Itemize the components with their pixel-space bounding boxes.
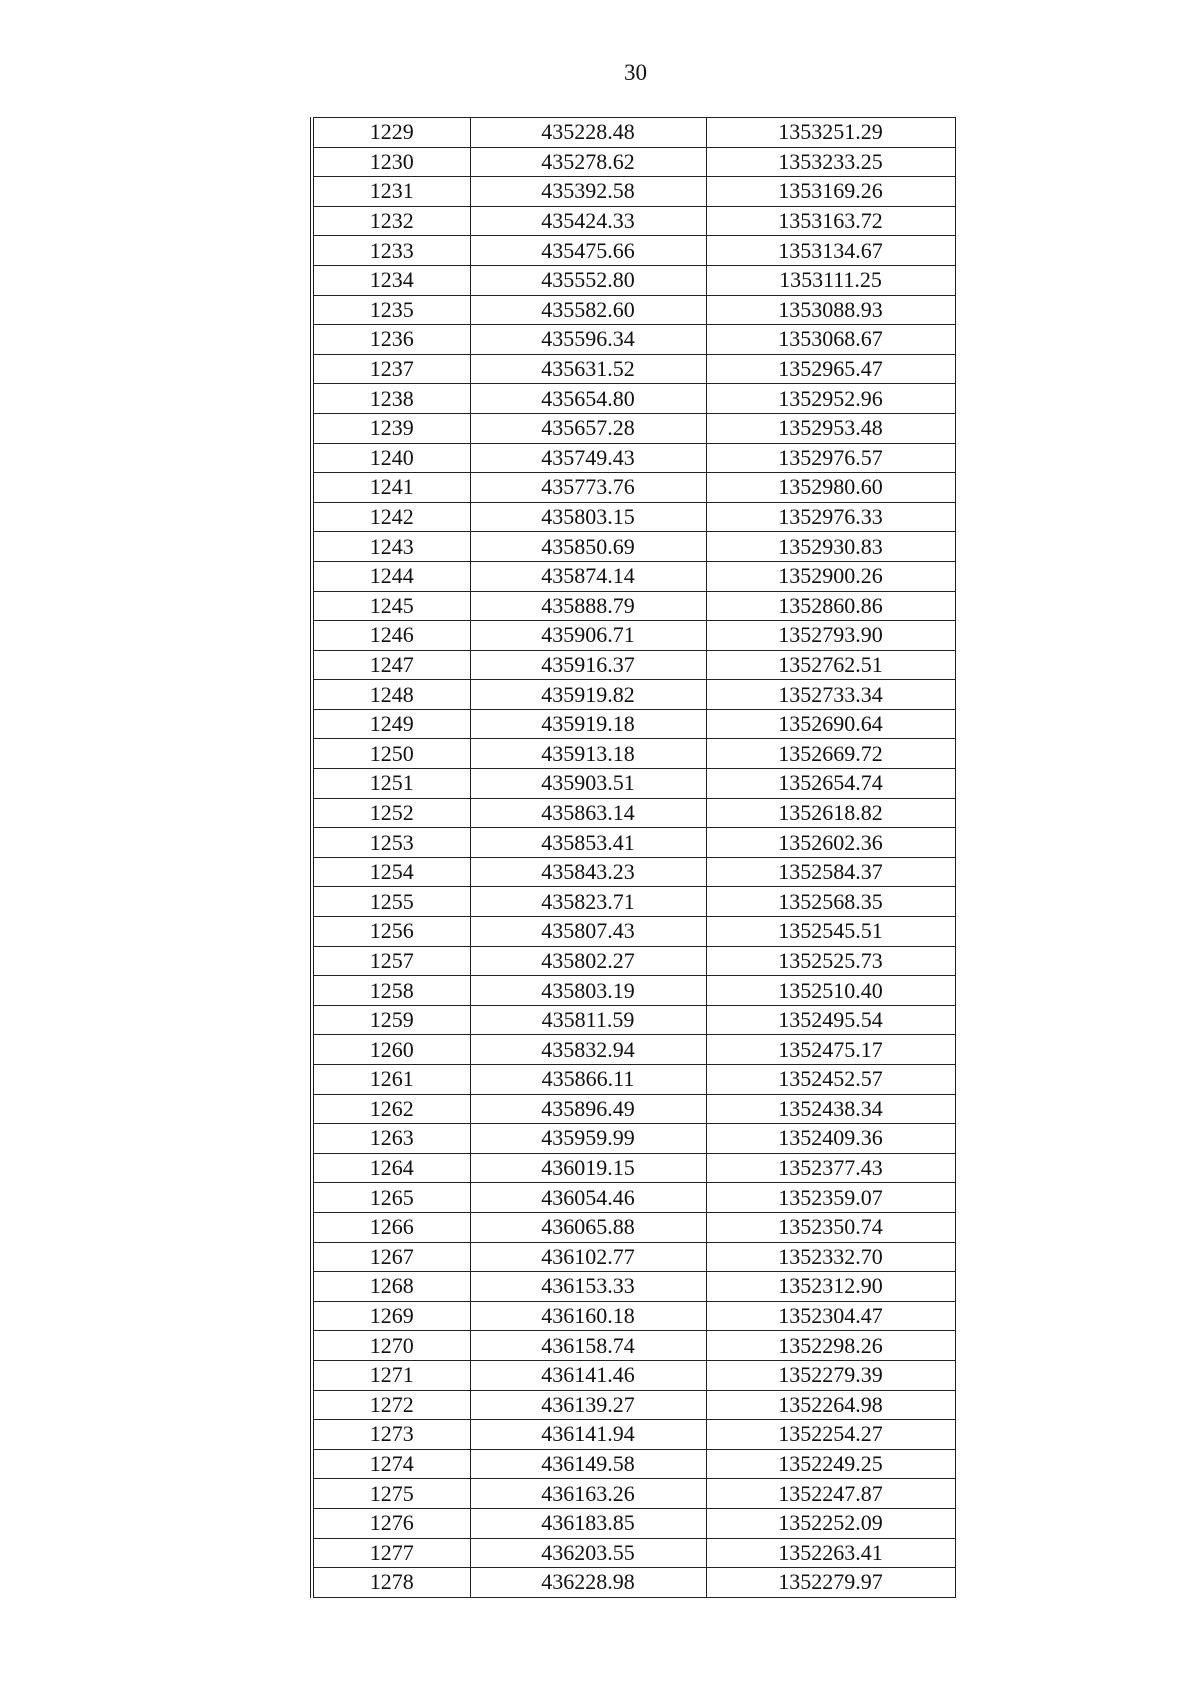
y-coordinate-cell: 1353134.67 — [706, 236, 955, 266]
table-row — [312, 857, 955, 887]
point-number-cell: 1233 — [312, 236, 470, 266]
point-number-cell: 1229 — [312, 118, 470, 148]
x-coordinate-cell: 436019.15 — [470, 1153, 706, 1183]
x-coordinate-cell: 435749.43 — [470, 443, 706, 473]
point-number-cell: 1255 — [312, 887, 470, 917]
x-coordinate-cell: 435803.19 — [470, 976, 706, 1006]
point-number-cell: 1246 — [312, 621, 470, 651]
y-coordinate-cell: 1352602.36 — [706, 828, 955, 858]
x-coordinate-cell: 435475.66 — [470, 236, 706, 266]
point-number-cell: 1237 — [312, 354, 470, 384]
y-coordinate-cell: 1352733.34 — [706, 680, 955, 710]
x-coordinate-cell: 435631.52 — [470, 354, 706, 384]
x-coordinate-cell: 436149.58 — [470, 1449, 706, 1479]
x-coordinate-cell: 435654.80 — [470, 384, 706, 414]
table-row — [312, 265, 955, 295]
table-row — [312, 946, 955, 976]
table-row — [312, 1449, 955, 1479]
point-number-cell: 1251 — [312, 769, 470, 799]
point-number-cell: 1241 — [312, 473, 470, 503]
y-coordinate-cell: 1352249.25 — [706, 1449, 955, 1479]
x-coordinate-cell: 436228.98 — [470, 1568, 706, 1598]
table-row — [312, 828, 955, 858]
y-coordinate-cell: 1352690.64 — [706, 709, 955, 739]
x-coordinate-cell: 435906.71 — [470, 621, 706, 651]
table-row — [312, 1183, 955, 1213]
point-number-cell: 1278 — [312, 1568, 470, 1598]
table-row — [312, 236, 955, 266]
point-number-cell: 1242 — [312, 502, 470, 532]
y-coordinate-cell: 1352654.74 — [706, 769, 955, 799]
table-row — [312, 1420, 955, 1450]
table-row — [312, 413, 955, 443]
point-number-cell: 1266 — [312, 1212, 470, 1242]
point-number-cell: 1269 — [312, 1301, 470, 1331]
point-number-cell: 1249 — [312, 709, 470, 739]
point-number-cell: 1258 — [312, 976, 470, 1006]
x-coordinate-cell: 435916.37 — [470, 650, 706, 680]
y-coordinate-cell: 1353163.72 — [706, 206, 955, 236]
coordinate-table — [310, 117, 956, 1598]
x-coordinate-cell: 435657.28 — [470, 413, 706, 443]
point-number-cell: 1275 — [312, 1479, 470, 1509]
table-row — [312, 798, 955, 828]
point-number-cell: 1270 — [312, 1331, 470, 1361]
y-coordinate-cell: 1352304.47 — [706, 1301, 955, 1331]
point-number-cell: 1257 — [312, 946, 470, 976]
y-coordinate-cell: 1352860.86 — [706, 591, 955, 621]
point-number-cell: 1253 — [312, 828, 470, 858]
point-number-cell: 1232 — [312, 206, 470, 236]
x-coordinate-cell: 435552.80 — [470, 265, 706, 295]
x-coordinate-cell: 436054.46 — [470, 1183, 706, 1213]
x-coordinate-cell: 435596.34 — [470, 325, 706, 355]
x-coordinate-cell: 435919.82 — [470, 680, 706, 710]
point-number-cell: 1265 — [312, 1183, 470, 1213]
table-row — [312, 621, 955, 651]
y-coordinate-cell: 1352438.34 — [706, 1094, 955, 1124]
x-coordinate-cell: 436203.55 — [470, 1538, 706, 1568]
y-coordinate-cell: 1352298.26 — [706, 1331, 955, 1361]
table-row — [312, 1508, 955, 1538]
x-coordinate-cell: 435823.71 — [470, 887, 706, 917]
y-coordinate-cell: 1352965.47 — [706, 354, 955, 384]
point-number-cell: 1240 — [312, 443, 470, 473]
x-coordinate-cell: 435888.79 — [470, 591, 706, 621]
point-number-cell: 1263 — [312, 1124, 470, 1154]
table-row — [312, 1065, 955, 1095]
point-number-cell: 1238 — [312, 384, 470, 414]
x-coordinate-cell: 435866.11 — [470, 1065, 706, 1095]
table-row — [312, 147, 955, 177]
table-row — [312, 1212, 955, 1242]
point-number-cell: 1247 — [312, 650, 470, 680]
table-row — [312, 739, 955, 769]
y-coordinate-cell: 1352525.73 — [706, 946, 955, 976]
y-coordinate-cell: 1352263.41 — [706, 1538, 955, 1568]
y-coordinate-cell: 1352952.96 — [706, 384, 955, 414]
table-row — [312, 1331, 955, 1361]
table-row — [312, 1360, 955, 1390]
y-coordinate-cell: 1352510.40 — [706, 976, 955, 1006]
table-row — [312, 325, 955, 355]
y-coordinate-cell: 1352793.90 — [706, 621, 955, 651]
table-row — [312, 680, 955, 710]
table-row — [312, 561, 955, 591]
x-coordinate-cell: 435773.76 — [470, 473, 706, 503]
table-row — [312, 295, 955, 325]
y-coordinate-cell: 1352279.39 — [706, 1360, 955, 1390]
y-coordinate-cell: 1352762.51 — [706, 650, 955, 680]
x-coordinate-cell: 435853.41 — [470, 828, 706, 858]
point-number-cell: 1244 — [312, 561, 470, 591]
table-row — [312, 1153, 955, 1183]
table-row — [312, 473, 955, 503]
x-coordinate-cell: 436065.88 — [470, 1212, 706, 1242]
y-coordinate-cell: 1352930.83 — [706, 532, 955, 562]
table-row — [312, 1479, 955, 1509]
point-number-cell: 1261 — [312, 1065, 470, 1095]
y-coordinate-cell: 1353169.26 — [706, 177, 955, 207]
x-coordinate-cell: 435582.60 — [470, 295, 706, 325]
point-number-cell: 1256 — [312, 917, 470, 947]
point-number-cell: 1250 — [312, 739, 470, 769]
y-coordinate-cell: 1352584.37 — [706, 857, 955, 887]
x-coordinate-cell: 435807.43 — [470, 917, 706, 947]
y-coordinate-cell: 1352377.43 — [706, 1153, 955, 1183]
table-row — [312, 1242, 955, 1272]
point-number-cell: 1268 — [312, 1272, 470, 1302]
y-coordinate-cell: 1352350.74 — [706, 1212, 955, 1242]
table-row — [312, 1124, 955, 1154]
table-row — [312, 709, 955, 739]
y-coordinate-cell: 1352247.87 — [706, 1479, 955, 1509]
point-number-cell: 1274 — [312, 1449, 470, 1479]
table-row — [312, 384, 955, 414]
point-number-cell: 1264 — [312, 1153, 470, 1183]
y-coordinate-cell: 1352495.54 — [706, 1005, 955, 1035]
y-coordinate-cell: 1352332.70 — [706, 1242, 955, 1272]
y-coordinate-cell: 1352279.97 — [706, 1568, 955, 1598]
x-coordinate-cell: 436141.46 — [470, 1360, 706, 1390]
y-coordinate-cell: 1352312.90 — [706, 1272, 955, 1302]
y-coordinate-cell: 1352980.60 — [706, 473, 955, 503]
point-number-cell: 1254 — [312, 857, 470, 887]
table-row — [312, 917, 955, 947]
y-coordinate-cell: 1352409.36 — [706, 1124, 955, 1154]
point-number-cell: 1231 — [312, 177, 470, 207]
point-number-cell: 1239 — [312, 413, 470, 443]
table-row — [312, 1005, 955, 1035]
point-number-cell: 1243 — [312, 532, 470, 562]
x-coordinate-cell: 436163.26 — [470, 1479, 706, 1509]
table-row — [312, 177, 955, 207]
x-coordinate-cell: 435424.33 — [470, 206, 706, 236]
y-coordinate-cell: 1352452.57 — [706, 1065, 955, 1095]
table-row — [312, 769, 955, 799]
point-number-cell: 1259 — [312, 1005, 470, 1035]
point-number-cell: 1271 — [312, 1360, 470, 1390]
x-coordinate-cell: 435228.48 — [470, 118, 706, 148]
x-coordinate-cell: 436183.85 — [470, 1508, 706, 1538]
point-number-cell: 1273 — [312, 1420, 470, 1450]
table-row — [312, 502, 955, 532]
y-coordinate-cell: 1352976.57 — [706, 443, 955, 473]
y-coordinate-cell: 1352568.35 — [706, 887, 955, 917]
point-number-cell: 1272 — [312, 1390, 470, 1420]
table-row — [312, 1272, 955, 1302]
x-coordinate-cell: 435850.69 — [470, 532, 706, 562]
y-coordinate-cell: 1352618.82 — [706, 798, 955, 828]
x-coordinate-cell: 435903.51 — [470, 769, 706, 799]
x-coordinate-cell: 435874.14 — [470, 561, 706, 591]
point-number-cell: 1235 — [312, 295, 470, 325]
y-coordinate-cell: 1352252.09 — [706, 1508, 955, 1538]
table-row — [312, 591, 955, 621]
table-row — [312, 1538, 955, 1568]
y-coordinate-cell: 1353251.29 — [706, 118, 955, 148]
y-coordinate-cell: 1352900.26 — [706, 561, 955, 591]
x-coordinate-cell: 435811.59 — [470, 1005, 706, 1035]
point-number-cell: 1234 — [312, 265, 470, 295]
point-number-cell: 1245 — [312, 591, 470, 621]
point-number-cell: 1267 — [312, 1242, 470, 1272]
table-row — [312, 532, 955, 562]
y-coordinate-cell: 1353068.67 — [706, 325, 955, 355]
x-coordinate-cell: 436160.18 — [470, 1301, 706, 1331]
x-coordinate-cell: 435959.99 — [470, 1124, 706, 1154]
y-coordinate-cell: 1353233.25 — [706, 147, 955, 177]
page-number: 30 — [624, 60, 647, 85]
x-coordinate-cell: 436158.74 — [470, 1331, 706, 1361]
table-row — [312, 1035, 955, 1065]
x-coordinate-cell: 436139.27 — [470, 1390, 706, 1420]
x-coordinate-cell: 436141.94 — [470, 1420, 706, 1450]
x-coordinate-cell: 435278.62 — [470, 147, 706, 177]
y-coordinate-cell: 1352359.07 — [706, 1183, 955, 1213]
y-coordinate-cell: 1352669.72 — [706, 739, 955, 769]
x-coordinate-cell: 435919.18 — [470, 709, 706, 739]
x-coordinate-cell: 435863.14 — [470, 798, 706, 828]
y-coordinate-cell: 1352976.33 — [706, 502, 955, 532]
x-coordinate-cell: 436153.33 — [470, 1272, 706, 1302]
x-coordinate-cell: 435392.58 — [470, 177, 706, 207]
point-number-cell: 1276 — [312, 1508, 470, 1538]
table-row — [312, 443, 955, 473]
table-row — [312, 206, 955, 236]
table-row — [312, 887, 955, 917]
point-number-cell: 1230 — [312, 147, 470, 177]
coordinate-table-body — [312, 118, 955, 1598]
table-row — [312, 118, 955, 148]
x-coordinate-cell: 435803.15 — [470, 502, 706, 532]
table-row — [312, 1568, 955, 1598]
y-coordinate-cell: 1352254.27 — [706, 1420, 955, 1450]
table-row — [312, 1390, 955, 1420]
table-row — [312, 976, 955, 1006]
point-number-cell: 1262 — [312, 1094, 470, 1124]
y-coordinate-cell: 1352545.51 — [706, 917, 955, 947]
point-number-cell: 1277 — [312, 1538, 470, 1568]
x-coordinate-cell: 435913.18 — [470, 739, 706, 769]
x-coordinate-cell: 436102.77 — [470, 1242, 706, 1272]
y-coordinate-cell: 1352953.48 — [706, 413, 955, 443]
y-coordinate-cell: 1352475.17 — [706, 1035, 955, 1065]
table-row — [312, 354, 955, 384]
table-row — [312, 1301, 955, 1331]
y-coordinate-cell: 1353111.25 — [706, 265, 955, 295]
point-number-cell: 1260 — [312, 1035, 470, 1065]
x-coordinate-cell: 435802.27 — [470, 946, 706, 976]
y-coordinate-cell: 1353088.93 — [706, 295, 955, 325]
point-number-cell: 1248 — [312, 680, 470, 710]
x-coordinate-cell: 435832.94 — [470, 1035, 706, 1065]
point-number-cell: 1236 — [312, 325, 470, 355]
y-coordinate-cell: 1352264.98 — [706, 1390, 955, 1420]
point-number-cell: 1252 — [312, 798, 470, 828]
table-row — [312, 1094, 955, 1124]
table-row — [312, 650, 955, 680]
x-coordinate-cell: 435843.23 — [470, 857, 706, 887]
x-coordinate-cell: 435896.49 — [470, 1094, 706, 1124]
